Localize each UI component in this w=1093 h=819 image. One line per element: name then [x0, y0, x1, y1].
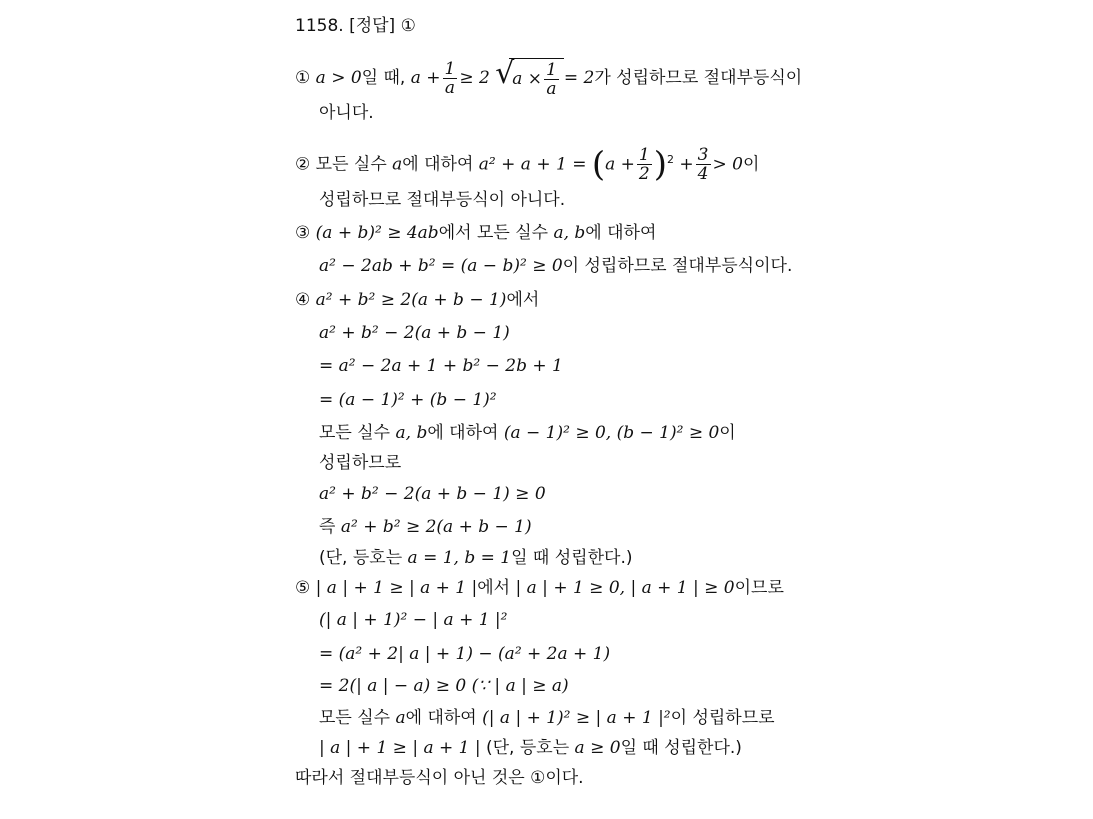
- item-2-fraction-num: 1: [638, 145, 650, 166]
- item-5-expr: | a | + 1 ≥ | a + 1 |: [315, 578, 478, 598]
- item-3-mid: 에서 모든 실수: [438, 223, 549, 243]
- item-2-lead: 모든 실수: [315, 154, 387, 175]
- item-5-step-2: = (a² + 2| a | + 1) − (a² + 2a + 1): [319, 644, 611, 664]
- item-3-vars: a, b: [553, 223, 586, 243]
- item-4-l4-tail: 이: [719, 423, 736, 443]
- item-1-line-2: 아니다.: [319, 103, 374, 123]
- item-5-l4-var: a: [395, 708, 406, 728]
- item-1-marker: ①: [295, 68, 311, 88]
- item-2-square: 2: [667, 153, 675, 166]
- item-4-l8-expr: a = 1, b = 1: [407, 548, 512, 568]
- item-5-l4-mid: 에 대하여: [405, 708, 477, 728]
- item-5-step-3: = 2(| a | − a) ≥ 0 (∵ | a | ≥ a): [319, 676, 569, 696]
- item-4-line-6: 성립하므로: [319, 453, 402, 473]
- item-1-sqrt-left: a ×: [512, 69, 543, 89]
- item-2-fraction-2-num: 3: [697, 145, 709, 166]
- item-4-line-9: [319, 546, 633, 570]
- item-1-ge-two: ≥ 2: [459, 68, 490, 88]
- item-4-l7-expr: a² + b² ≥ 2(a + b − 1): [340, 517, 532, 537]
- item-4-step-1: a² + b² − 2(a + b − 1): [319, 323, 510, 343]
- item-4-expr: a² + b² ≥ 2(a + b − 1): [315, 290, 507, 310]
- item-4-step-4: a² + b² − 2(a + b − 1) ≥ 0: [319, 484, 546, 504]
- item-1-sqrt-fraction: [544, 61, 559, 98]
- item-2-marker: ②: [295, 154, 311, 175]
- item-1-fraction: [443, 60, 458, 97]
- item-5-l5-tail: 일 때 성립한다.): [620, 738, 742, 758]
- item-3-line-2: [319, 254, 792, 278]
- item-1-sqrt: [495, 58, 564, 98]
- item-5-mid: 에서: [477, 578, 511, 598]
- item-4-l8-tail: 일 때 성립한다.): [511, 548, 633, 568]
- item-2-fraction-2: [696, 146, 711, 183]
- item-2-var-a: a: [392, 154, 403, 175]
- item-4-l8-open: (단, 등호는: [319, 548, 403, 568]
- item-3-marker: ③: [295, 223, 311, 243]
- item-5-line-1: [295, 576, 784, 600]
- item-5-l5-cond: a ≥ 0: [574, 738, 621, 758]
- item-2-tail: 이: [742, 154, 760, 175]
- item-5-line-5: [319, 706, 775, 730]
- item-1-condition: a > 0: [315, 68, 362, 88]
- item-2-gt-zero: > 0: [712, 154, 743, 175]
- item-1-eq-two: = 2: [563, 68, 595, 88]
- item-4-l4-expr: (a − 1)² ≥ 0, (b − 1)² ≥ 0: [503, 423, 720, 443]
- item-3-mid-suffix: 에 대하여: [585, 223, 657, 243]
- item-2-lead-suffix: 에 대하여: [402, 154, 474, 175]
- item-1-fraction-num: 1: [444, 58, 456, 79]
- item-1-expr-a: a +: [410, 68, 441, 88]
- item-5-l4-expr: (| a | + 1)² ≥ | a + 1 |²: [482, 708, 671, 728]
- item-4-l4-lead: 모든 실수: [319, 423, 391, 443]
- item-5-tail: 이므로: [734, 578, 784, 598]
- item-4-line-5: [319, 421, 736, 445]
- sqrt-radical-icon: √: [495, 56, 515, 91]
- item-4-step-2: = a² − 2a + 1 + b² − 2b + 1: [319, 356, 563, 376]
- item-5-marker: ⑤: [295, 578, 311, 598]
- answer-header: 1158. [정답] ①: [295, 16, 416, 36]
- item-4-step-3: = (a − 1)² + (b − 1)²: [319, 390, 497, 410]
- item-5-expr-2: | a | + 1 ≥ 0, | a + 1 | ≥ 0: [515, 578, 735, 598]
- item-1-tail: 가 성립하므로 절대부등식이: [594, 68, 803, 88]
- item-3-line-2-tail: 이 성립하므로 절대부등식이다.: [562, 256, 793, 276]
- item-4-l4-mid: 에 대하여: [427, 423, 499, 443]
- item-5-l4-tail: 이 성립하므로: [670, 708, 775, 728]
- item-1-sqrt-fraction-num: 1: [546, 60, 557, 80]
- item-1-fraction-den: a: [444, 77, 456, 98]
- item-2-paren-close: ): [653, 144, 668, 185]
- item-3-line-1: [295, 221, 656, 245]
- item-4-l7-lead: 즉: [319, 517, 336, 537]
- item-3-expr: (a + b)² ≥ 4ab: [315, 223, 439, 243]
- item-4-marker: ④: [295, 290, 311, 310]
- item-2-in-paren: a +: [605, 154, 635, 175]
- item-1-condition-suffix: 일 때,: [361, 68, 406, 88]
- item-2-plus: +: [679, 154, 694, 175]
- item-2-fraction-den: 2: [638, 164, 650, 185]
- item-5-l5-open: (단, 등호는: [486, 738, 570, 758]
- item-2-line-2: 성립하므로 절대부등식이 아니다.: [319, 190, 566, 210]
- item-3-line-2-expr: a² − 2ab + b² = (a − b)² ≥ 0: [319, 256, 563, 276]
- item-2-paren-open: (: [591, 144, 606, 185]
- conclusion: 따라서 절대부등식이 아닌 것은 ①이다.: [295, 768, 584, 788]
- item-4-l4-vars: a, b: [395, 423, 428, 443]
- item-5-line-6: [319, 736, 742, 760]
- item-2-fraction: [637, 146, 652, 183]
- item-1-sqrt-fraction-den: a: [546, 79, 557, 99]
- item-1-line-1: [295, 58, 802, 98]
- item-4-line-8: [319, 515, 532, 539]
- item-2-line-1: [295, 140, 759, 185]
- item-2-expr: a² + a + 1 =: [478, 154, 587, 175]
- item-4-expr-suffix: 에서: [506, 290, 540, 310]
- item-5-step-1: (| a | + 1)² − | a + 1 |²: [319, 610, 508, 630]
- item-5-l5-expr: | a | + 1 ≥ | a + 1 |: [319, 738, 481, 758]
- item-5-l4-lead: 모든 실수: [319, 708, 391, 728]
- solution-document: [295, 0, 915, 819]
- item-2-fraction-2-den: 4: [697, 164, 709, 185]
- item-4-line-1: [295, 288, 539, 312]
